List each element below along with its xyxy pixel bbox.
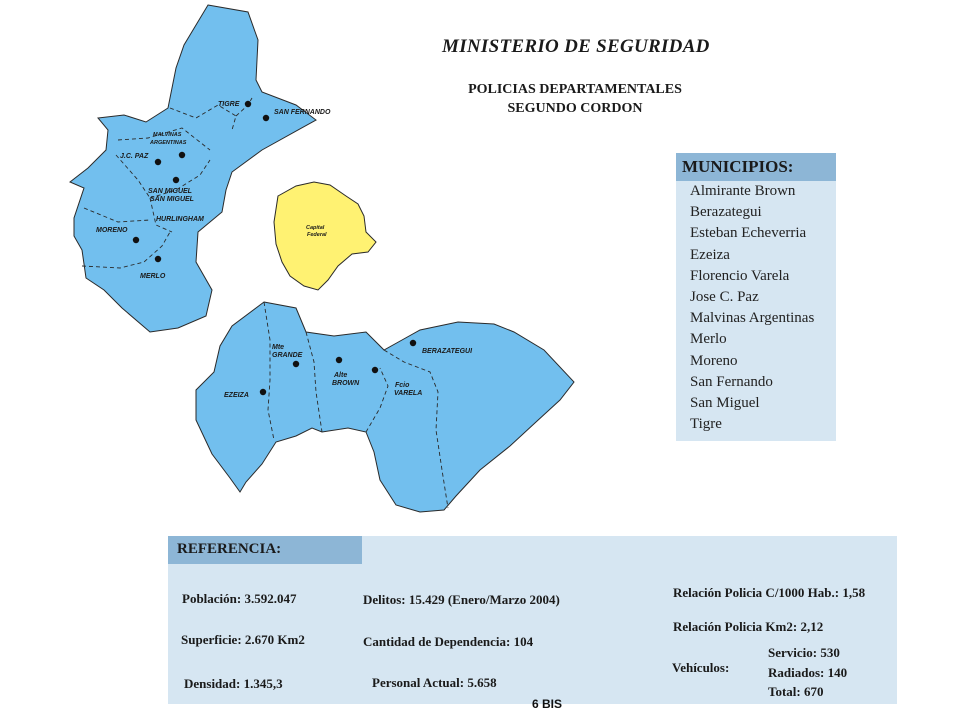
map-label-ezeiza: EZEIZA: [224, 392, 249, 399]
list-item: Almirante Brown: [690, 183, 796, 199]
referencia-header: [168, 536, 362, 564]
map-label-fcio-varela: Fcio: [395, 382, 410, 389]
list-item: San Fernando: [690, 373, 773, 390]
map-label-tigre: TIGRE: [218, 101, 240, 108]
map-label-alte-brown-2: BROWN: [332, 380, 360, 387]
personal-text: Personal Actual: 5.658: [372, 675, 497, 690]
map-label-san-miguel: SAN MIGUEL: [148, 188, 192, 195]
relacion-hab-text: Relación Policia C/1000 Hab.: 1,58: [673, 585, 866, 600]
map-region-south: [196, 302, 574, 512]
page-subtitle: POLICIAS DEPARTAMENTALES: [468, 82, 682, 97]
list-item: Jose C. Paz: [690, 288, 759, 305]
municipios-title: MUNICIPIOS:: [682, 157, 794, 176]
page-subtitle-2: SEGUNDO CORDON: [507, 101, 643, 116]
vehiculos-servicio: Servicio: 530: [768, 645, 840, 660]
list-item: Merlo: [690, 331, 727, 348]
densidad-text: Densidad: 1.345,3: [184, 676, 283, 691]
municipios-header: [676, 153, 836, 181]
map-label-hurlingham: HURLINGHAM: [156, 216, 204, 223]
vehiculos-total: Total: 670: [768, 684, 824, 699]
map-label-san-fernando: SAN FERNANDO: [274, 109, 331, 116]
municipios-panel: [676, 153, 836, 441]
delitos-text: Delitos: 15.429 (Enero/Marzo 2004): [363, 592, 560, 607]
superficie-text: Superficie: 2.670 Km2: [181, 632, 305, 647]
map-label-capital: Capital: [306, 225, 325, 231]
map-region-northwest: [70, 5, 316, 332]
vehiculos-label: Vehículos:: [672, 660, 730, 675]
map-label-fcio-varela-2: VARELA: [394, 390, 423, 397]
dependencias-text: Cantidad de Dependencia: 104: [363, 634, 534, 649]
list-item: Berazategui: [690, 204, 762, 221]
map-label-moreno: MORENO: [96, 227, 128, 234]
map-label-malvinas: MALVINAS: [153, 132, 182, 138]
page-title: MINISTERIO DE SEGURIDAD: [442, 36, 710, 57]
map-label-malvinas-2: ARGENTINAS: [150, 140, 187, 146]
map-label-alte-brown: Alte: [334, 372, 348, 379]
list-item: Tigre: [690, 416, 722, 433]
map-label-mte-grande: Mte: [272, 344, 285, 351]
map-label-capital-2: Federal: [307, 232, 327, 238]
municipios-list: [690, 181, 814, 435]
referencia-title: REFERENCIA:: [177, 541, 282, 557]
map-label-san-miguel-2: SAN MIGUEL: [150, 196, 194, 203]
map-label-jc-paz: J.C. PAZ: [120, 153, 149, 160]
poblacion-text: Población: 3.592.047: [182, 591, 297, 606]
list-item: Esteban Echeverria: [690, 225, 807, 242]
relacion-km2-text: Relación Policia Km2: 2,12: [673, 619, 824, 634]
map-label-merlo: MERLO: [140, 273, 166, 280]
list-item: San Miguel: [690, 394, 760, 411]
list-item: Malvinas Argentinas: [690, 310, 815, 327]
list-item: Florencio Varela: [690, 267, 790, 284]
page-number-label: 6 BIS: [532, 697, 563, 711]
list-item: Ezeiza: [690, 246, 730, 263]
map-label-berazategui: BERAZATEGUI: [422, 348, 473, 355]
vehiculos-radiados: Radiados: 140: [768, 665, 848, 680]
referencia-panel: [168, 536, 897, 704]
list-item: Moreno: [690, 352, 738, 369]
map-label-mte-grande-2: GRANDE: [272, 352, 303, 359]
